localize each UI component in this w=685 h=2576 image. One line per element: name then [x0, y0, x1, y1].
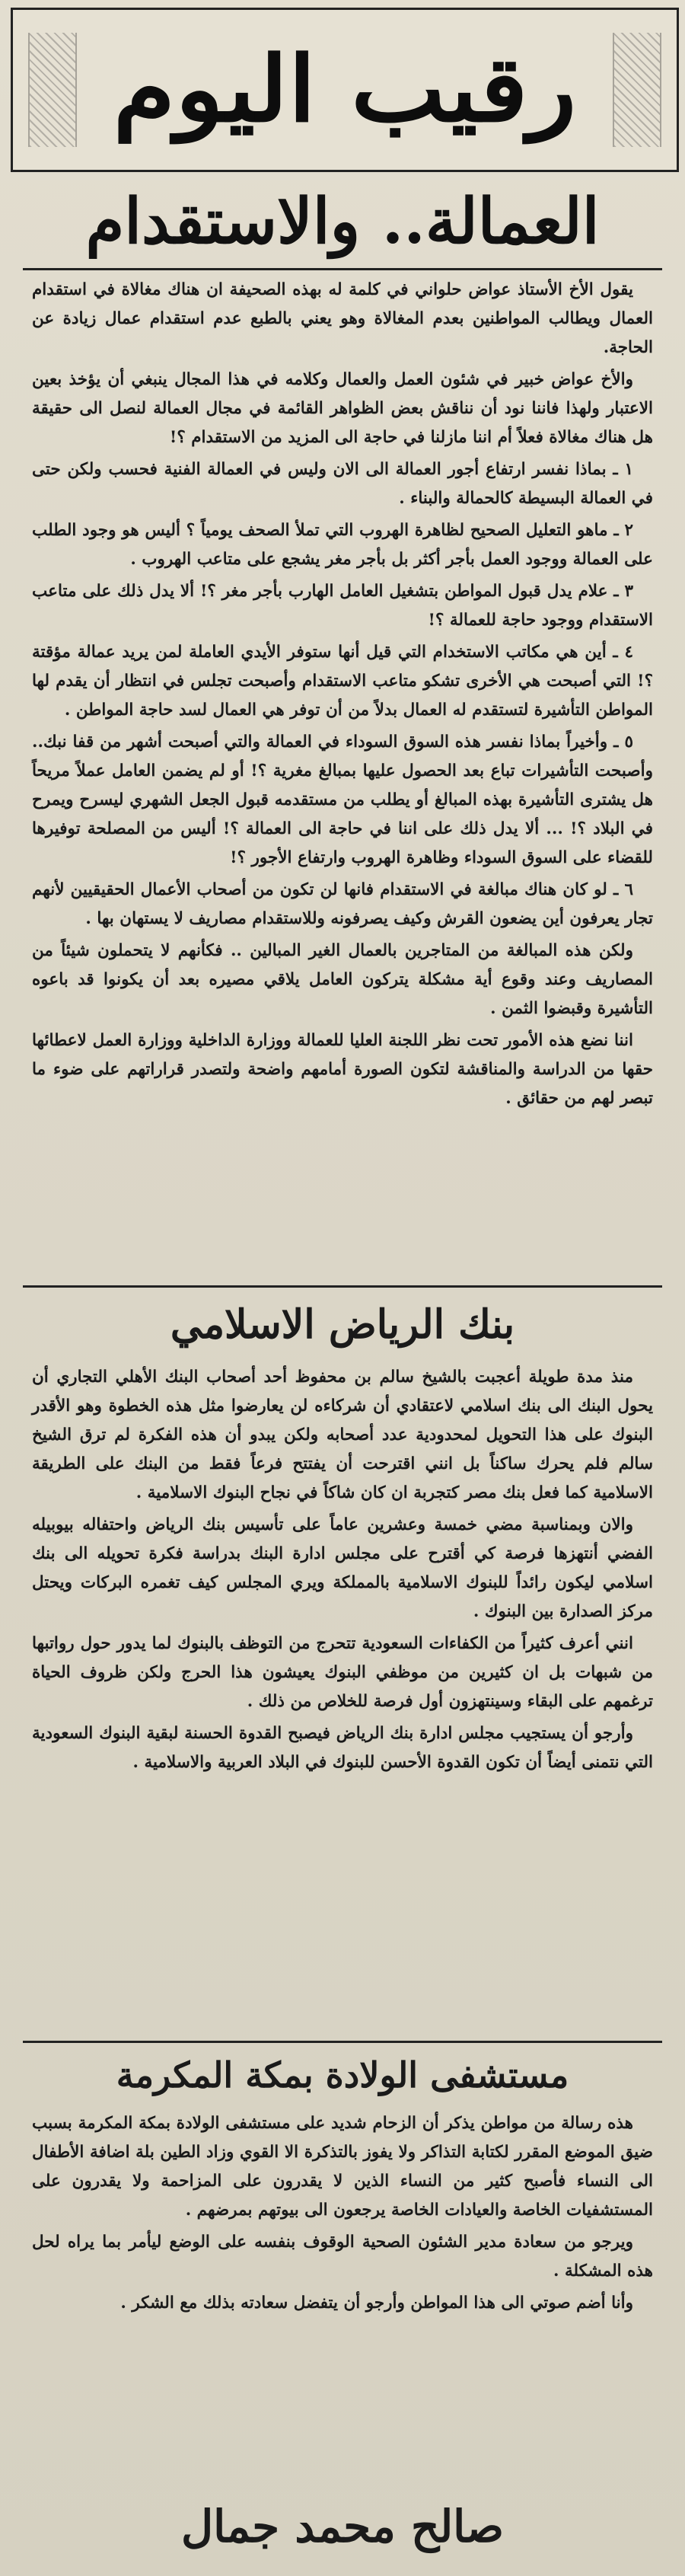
masthead-ornament-right [613, 33, 661, 147]
article-2-body [32, 1363, 653, 1780]
divider [23, 1285, 662, 1288]
divider [23, 2041, 662, 2043]
article-2-headline: بنك الرياض الاسلامي [170, 1301, 515, 1348]
article-1-paragraph: ٣ ـ علام يدل قبول المواطن بتشغيل العامل الهارب بأجر مغر ؟! ألا يدل ذلك على متاعب الاستقدام ووجود حاجة للعمالة ؟! [32, 582, 653, 630]
author-signature: صالح محمد جمال [180, 2501, 505, 2552]
article-3-paragraph: وأنا أضم صوتي الى هذا المواطن وأرجو أن يتفضل سعادته بذلك مع الشكر . [120, 2294, 633, 2313]
article-1-paragraph: ٤ ـ أين هي مكاتب الاستخدام التي قيل أنها ستوفر الأيدي العاملة لمن يريد عمالة مؤقتة ؟! التي أصبحت هي الأخرى تشكو متاعب الاستقدام وأصبحت تجلس في انتظار أن يقدم لها المواطن التأشيرة لتستقدم له العمال بدلاً من أن توفر هي العمال لسد حاجة المواطن . [32, 643, 653, 720]
article-1-headline: العمالة.. والاستقدام [85, 185, 600, 258]
divider [23, 268, 662, 270]
article-2-paragraph: وأرجو أن يستجيب مجلس ادارة بنك الرياض فيصبح القدوة الحسنة لبقية البنوك السعودية التي نتمنى أيضاً أن تكون القدوة الأحسن للبنوك في البلاد العربية والاسلامية . [32, 1724, 653, 1772]
article-1-paragraph: ١ ـ بماذا نفسر ارتفاع أجور العمالة الى الان وليس في العمالة الفنية فحسب ولكن حتى في العمالة البسيطة كالحمالة والبناء . [32, 460, 653, 508]
masthead-ornament-left [28, 33, 77, 147]
masthead [11, 8, 679, 172]
article-2-paragraph: منذ مدة طويلة أعجبت بالشيخ سالم بن محفوظ أحد أصحاب البنك الأهلي التجاري أن يحول البنك الى بنك اسلامي لاعتقادي أن شركاءه لن يعارضوا مثل هذه الخطوة وهو الأقدر البنوك على هذا التحويل لمحدودية عدد أصحابه ولكن يبدو أن هذه الفكرة لم ترق الشيخ سالم فلم يحرك ساكناً بل انني اقترحت أن يفتتح فرعاً فقط من البنك على الطريقة الاسلامية كما فعل بنك مصر كتجربة ان كان شاكاً في نجاح البنوك الاسلامية . [32, 1368, 653, 1502]
article-3-paragraph: هذه رسالة من مواطن يذكر أن الزحام شديد على مستشفى الولادة بمكة المكرمة بسبب ضيق الموضع المقرر لكتابة التذاكر ولا يفوز بالتذكرة الا القوي وزاد الطين بلة اضافة الأطفال الى النساء فأصبح كثير من النساء الذين لا يقدرون على المزاحمة ولا يقدرون على المستشفيات الخاصة والعيادات الخاصة يرجعون الى بيوتهم بمرضهم . [32, 2114, 653, 2220]
article-1-body [32, 276, 653, 1116]
masthead-title: رقيب اليوم [113, 36, 577, 143]
article-1-paragraph: والأخ عواض خبير في شئون العمل والعمال وكلامه في هذا المجال ينبغي أن يؤخذ بعين الاعتبار ولهذا فاننا نود أن نناقش بعض الظواهر القائمة في مجال العمالة لنصل الى حقيقة هل هناك مغالاة فعلاً أم اننا مازلنا في حاجة الى المزيد من الاستقدام ؟! [32, 370, 653, 447]
article-1-paragraph: ٥ ـ وأخيراً بماذا نفسر هذه السوق السوداء في العمالة والتي أصبحت أشهر من قفا نبك.. وأصبحت التأشيرات تباع بعد الحصول عليها بمبالغ مغرية ؟! أو لم يضمن العامل عملاً مريحاً هل يشترى التأشيرة بهذه المبالغ أو يطلب من مستقدمه قبول الجعل الشهري ليسرح ويمرح في البلاد ؟! ... ألا يدل ذلك على اننا في حاجة الى العمالة ؟! أليس من المصلحة توفيرها للقضاء على السوق السوداء وظاهرة الهروب وارتفاع الأجور ؟! [32, 733, 653, 867]
article-1-paragraph: اننا نضع هذه الأمور تحت نظر اللجنة العليا للعمالة ووزارة الداخلية ووزارة العمل لاعطائها حقها من الدراسة والمناقشة لتكون الصورة أمامهم واضحة ولتصدر قراراتهم على ضوء ما تبصر لهم من حقائق . [32, 1031, 653, 1108]
article-1-paragraph: ولكن هذه المبالغة من المتاجرين بالعمال الغير المبالين .. فكأنهم لا يتحملون شيئاً من المصاريف وعند وقوع أية مشكلة يتركون العامل يلاقي مصيره بعد أن يكونوا قد باعوه التأشيرة وقبضوا الثمن . [32, 941, 653, 1018]
article-2-paragraph: والان وبمناسبة مضي خمسة وعشرين عاماً على تأسيس بنك الرياض واحتفاله بيوبيله الفضي أنتهزها فرصة كي أقترح على مجلس ادارة البنك بدراسة فكرة تحويله الى بنك اسلامي ليكون رائداً للبنوك الاسلامية بالمملكة ويري المجلس كيف تغمره البركات ويحتل مركز الصدارة بين البنوك . [32, 1515, 653, 1621]
article-1-paragraph: ٦ ـ لو كان هناك مبالغة في الاستقدام فانها لن تكون من أصحاب الأعمال الحقيقيين لأنهم تجار يعرفون أين يضعون القرش وكيف يصرفونه وللاستقدام مصاريف لا يستهان بها . [32, 880, 653, 928]
article-3-headline: مستشفى الولادة بمكة المكرمة [116, 2054, 569, 2096]
article-1-paragraph: ٢ ـ ماهو التعليل الصحيح لظاهرة الهروب التي تملأ الصحف يومياً ؟ أليس هو وجود الطلب على العمالة ووجود العمل بأجر أكثر بل بأجر مغر يشجع على متاعب الهروب . [32, 521, 653, 569]
article-3-paragraph: ويرجو من سعادة مدير الشئون الصحية الوقوف بنفسه على الوضع ليأمر بما يراه لحل هذه المشكلة . [32, 2233, 653, 2281]
article-1-paragraph: يقول الأخ الأستاذ عواض حلواني في كلمة له بهذه الصحيفة ان هناك مغالاة في استقدام العمال ويطالب المواطنين بعدم المغالاة وهو يعني بالطبع عدم استقدام عمال زيادة عن الحاجة. [32, 280, 653, 357]
article-3-body [32, 2109, 653, 2321]
article-2-paragraph: انني أعرف كثيراً من الكفاءات السعودية تتحرج من التوظف بالبنوك لما يدور حول رواتبها من شبهات بل ان كثيرين من موظفي البنوك يعيشون هذا الحرج ولكن ظروف الحياة ترغمهم على البقاء وسينتهزون أول فرصة للخلاص من ذلك . [32, 1634, 653, 1711]
